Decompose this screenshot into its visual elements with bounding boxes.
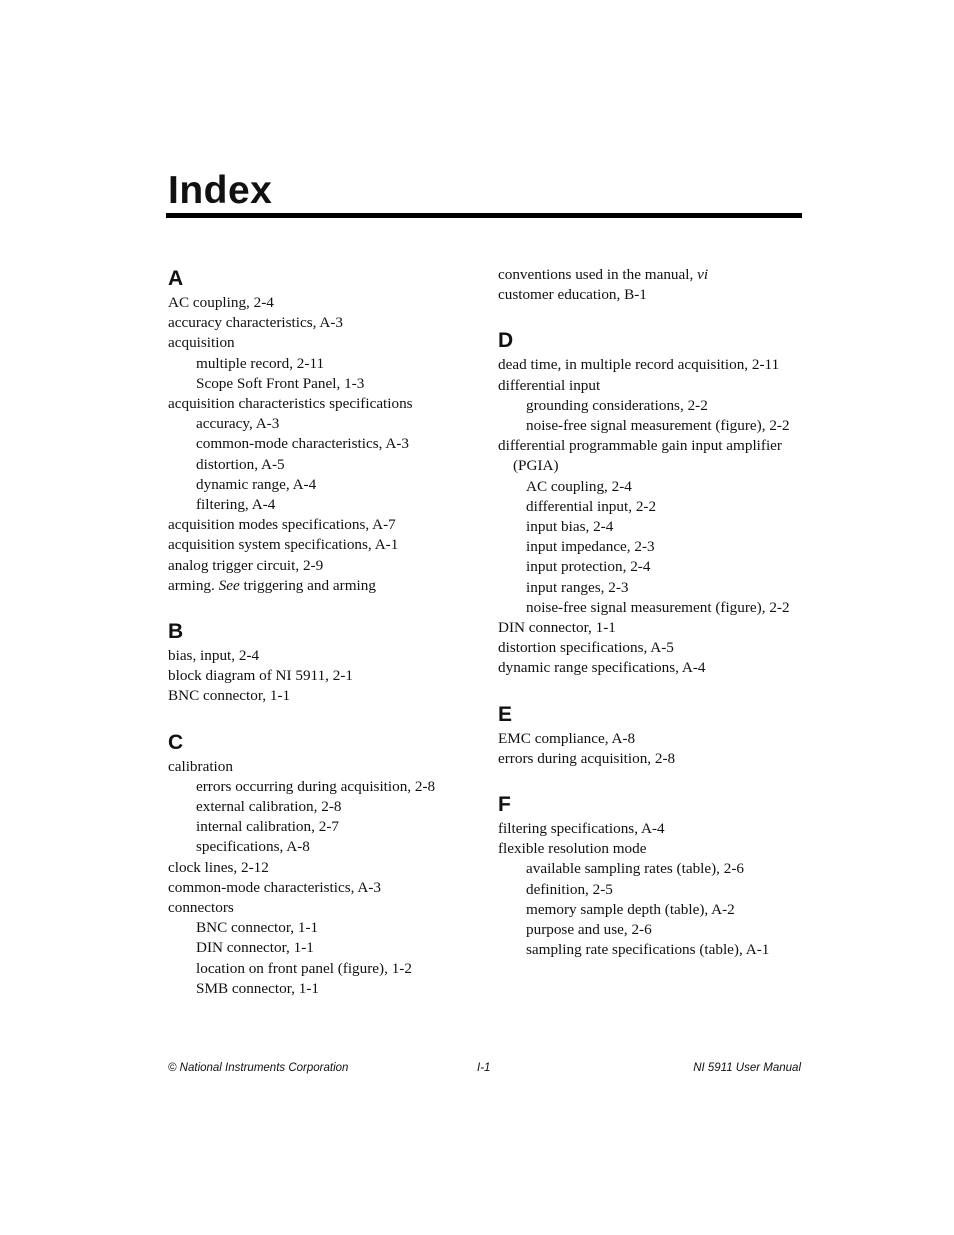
entry-term: DIN connector, [196,939,294,957]
entry-page-ref: 2-9 [302,556,324,574]
entry-page-ref: 1-2 [391,959,412,977]
entry-term-continuation: (PGIA) [513,457,559,475]
section-letter: C [168,730,184,754]
index-entry [168,313,478,333]
index-subentry [168,354,478,374]
entry-term: conventions used in the manual, [498,266,698,283]
entry-term: BNC connector, [196,919,298,937]
entry-page-ref: 2-11 [296,354,325,372]
entry-term: multiple record, [196,354,297,372]
index-entry [498,618,808,638]
index-subentry [168,797,478,817]
index-section [168,618,478,707]
entry-term: calibration [168,757,233,775]
entry-term: dynamic range specifications, [498,659,682,677]
index-subentry [168,959,478,979]
section-letter: B [168,620,184,644]
index-subentry [498,497,808,517]
entry-page-ref: A-3 [255,415,280,433]
entry-page-ref: A-2 [711,900,735,918]
entry-page-ref: vi [697,266,709,283]
entry-page-ref: A-3 [319,314,343,332]
entry-term: input protection, [526,558,631,576]
index-entry [168,878,478,898]
entry-page-ref: 2-4 [630,558,651,576]
entry-page-ref: 1-1 [595,619,616,637]
entry-term: external calibration, [196,798,322,816]
entry-page-ref: A-5 [650,639,674,657]
index-subentry [168,918,478,938]
index-section [498,327,808,678]
index-subentry [168,938,478,958]
entry-term: differential programmable gain input amplifier [498,437,782,455]
index-column-left [168,265,478,999]
index-entry [168,646,478,666]
index-entry [498,355,808,375]
index-entry [168,535,478,555]
entry-page-ref: 2-2 [769,417,790,435]
entry-term: dynamic range, [196,475,293,493]
entry-term: bias, input, [168,647,239,665]
entry-page-ref: A-4 [292,475,317,493]
index-entry [168,515,478,535]
index-entry [168,576,478,596]
index-section [168,729,478,999]
index-entry [168,757,478,777]
index-subentry [498,396,808,416]
entry-term: internal calibration, [196,818,319,836]
entry-term: dead time, in multiple record acquisition, [498,356,752,374]
entry-page-ref: 2-1 [332,667,354,685]
entry-see-target: triggering and arming [239,576,376,594]
entry-term: input ranges, [526,578,609,596]
index-entry [168,666,478,686]
index-entry [498,285,808,305]
index-entry [168,556,478,576]
index-subentry [168,817,478,837]
index-section [498,265,808,305]
index-subentry [498,557,808,577]
entry-term: AC coupling, [526,477,612,495]
entry-page-ref: 2-4 [238,647,260,665]
entry-term: DIN connector, [498,619,596,637]
entry-page-ref: 1-1 [269,687,291,705]
entry-page-ref: 2-2 [769,598,790,616]
index-column-right [498,265,808,960]
entry-term: arming. [168,576,219,594]
footer-manual-title: NI 5911 User Manual [693,1062,801,1074]
entry-page-ref: A-4 [640,820,665,838]
entry-term: distortion specifications, [498,639,651,657]
footer-copyright: © National Instruments Corporation [168,1062,349,1074]
entry-term: location on front panel (figure), [196,959,392,977]
entry-page-ref: A-4 [251,496,276,514]
entry-term: common-mode characteristics, [196,435,386,453]
entry-term: errors occurring during acquisition, [196,777,415,795]
index-entry [168,394,478,414]
entry-page-ref: 2-3 [608,578,629,596]
entry-page-ref: 1-1 [293,939,314,957]
index-subentry [168,374,478,394]
index-entry [498,749,808,769]
entry-term: distortion, [196,455,261,473]
entry-term: available sampling rates (table), [526,860,724,878]
entry-term: acquisition characteristics specifications [168,395,413,413]
section-letter: F [498,793,511,817]
footer-page-number: I-1 [477,1062,491,1074]
entry-term: acquisition modes specifications, [168,516,373,534]
title-rule [166,213,802,218]
index-subentry [498,880,808,900]
section-letter: A [168,267,184,290]
index-section [498,701,808,769]
index-entry [168,333,478,353]
entry-page-ref: 2-8 [321,798,342,816]
entry-page-ref: 2-2 [635,497,657,515]
entry-term: differential input, [526,497,636,515]
entry-term: acquisition system specifications, [168,536,375,554]
entry-page-ref: 2-11 [751,356,780,374]
entry-term: noise-free signal measurement (figure), [526,417,770,435]
entry-page-ref: 1-1 [298,979,319,997]
entry-term: Scope Soft Front Panel, [196,374,345,392]
index-entry [498,638,808,658]
entry-term: EMC compliance, [498,729,612,747]
index-entry [168,858,478,878]
index-subentry [498,477,808,497]
index-subentry [498,416,808,436]
entry-term: purpose and use, [526,921,632,939]
entry-page-ref: 2-7 [318,818,339,836]
index-entry [498,265,808,285]
index-subentry [498,859,808,879]
entry-page-ref: 2-2 [687,396,708,414]
entry-page-ref: 1-3 [344,374,365,392]
entry-page-ref: 2-4 [611,477,632,495]
entry-page-ref: 2-12 [240,858,269,876]
entry-page-ref: 2-4 [593,518,614,536]
entry-term: accuracy characteristics, [168,314,320,332]
entry-page-ref: A-1 [374,536,399,554]
index-entry [498,839,808,859]
entry-page-ref: A-4 [681,659,706,677]
entry-term: acquisition [168,334,235,352]
entry-see-label: See [218,576,240,594]
entry-term: SMB connector, [196,979,299,997]
entry-term: accuracy, [196,415,256,433]
entry-page-ref: 2-8 [414,777,436,795]
page-title: Index [168,169,273,212]
entry-term: errors during acquisition, [498,749,655,767]
index-subentry [498,940,808,960]
entry-term: analog trigger circuit, [168,556,303,574]
index-section [168,265,478,596]
index-section [498,791,808,960]
index-entry [498,376,808,396]
entry-page-ref: 2-3 [634,538,655,556]
entry-page-ref: 2-6 [631,921,652,939]
entry-term: grounding considerations, [526,396,688,414]
index-subentry [498,578,808,598]
entry-term: sampling rate specifications (table), [526,941,746,959]
index-subentry [168,777,478,797]
entry-term: common-mode characteristics, [168,878,358,896]
entry-page-ref: A-8 [286,838,310,856]
index-entry [498,658,808,678]
index-entry [168,898,478,918]
index-subentry [498,900,808,920]
entry-term: block diagram of NI 5911, [168,667,333,685]
index-subentry [168,475,478,495]
index-subentry [498,598,808,618]
entry-page-ref: A-3 [357,878,381,896]
entry-page-ref: A-8 [611,729,636,747]
entry-term: customer education, [498,286,625,304]
entry-term: clock lines, [168,858,241,876]
entry-page-ref: A-7 [372,516,396,534]
index-subentry [168,837,478,857]
entry-term: memory sample depth (table), [526,900,712,918]
index-entry [168,686,478,706]
entry-page-ref: 1-1 [297,919,319,937]
index-subentry [168,495,478,515]
index-subentry [168,434,478,454]
index-subentry [168,979,478,999]
index-entry [498,819,808,839]
entry-page-ref: 2-5 [592,880,613,898]
entry-page-ref: 2-8 [654,749,676,767]
index-subentry [498,537,808,557]
entry-page-ref: B-1 [624,286,647,304]
entry-page-ref: 2-4 [253,294,274,311]
entry-page-ref: 2-6 [723,860,745,878]
entry-term: flexible resolution mode [498,840,647,858]
index-entry [498,436,808,476]
section-letter: E [498,702,513,726]
entry-page-ref: A-3 [385,435,409,453]
index-subentry [498,920,808,940]
entry-term: connectors [168,899,234,917]
index-entry [168,293,478,313]
entry-page-ref: A-1 [745,941,770,959]
entry-term: differential input [498,376,601,394]
index-subentry [168,455,478,475]
entry-term: specifications, [196,838,287,856]
section-letter: D [498,329,514,353]
entry-page-ref: A-5 [260,455,285,473]
entry-term: definition, [526,880,593,898]
entry-term: input impedance, [526,538,635,556]
index-subentry [168,414,478,434]
index-entry [498,729,808,749]
entry-term: input bias, [526,518,594,536]
entry-term: filtering, [196,496,252,514]
entry-term: filtering specifications, [498,820,641,838]
entry-term: noise-free signal measurement (figure), [526,598,770,616]
index-subentry [498,517,808,537]
entry-term: BNC connector, [168,687,270,705]
entry-term: AC coupling, [168,294,254,311]
